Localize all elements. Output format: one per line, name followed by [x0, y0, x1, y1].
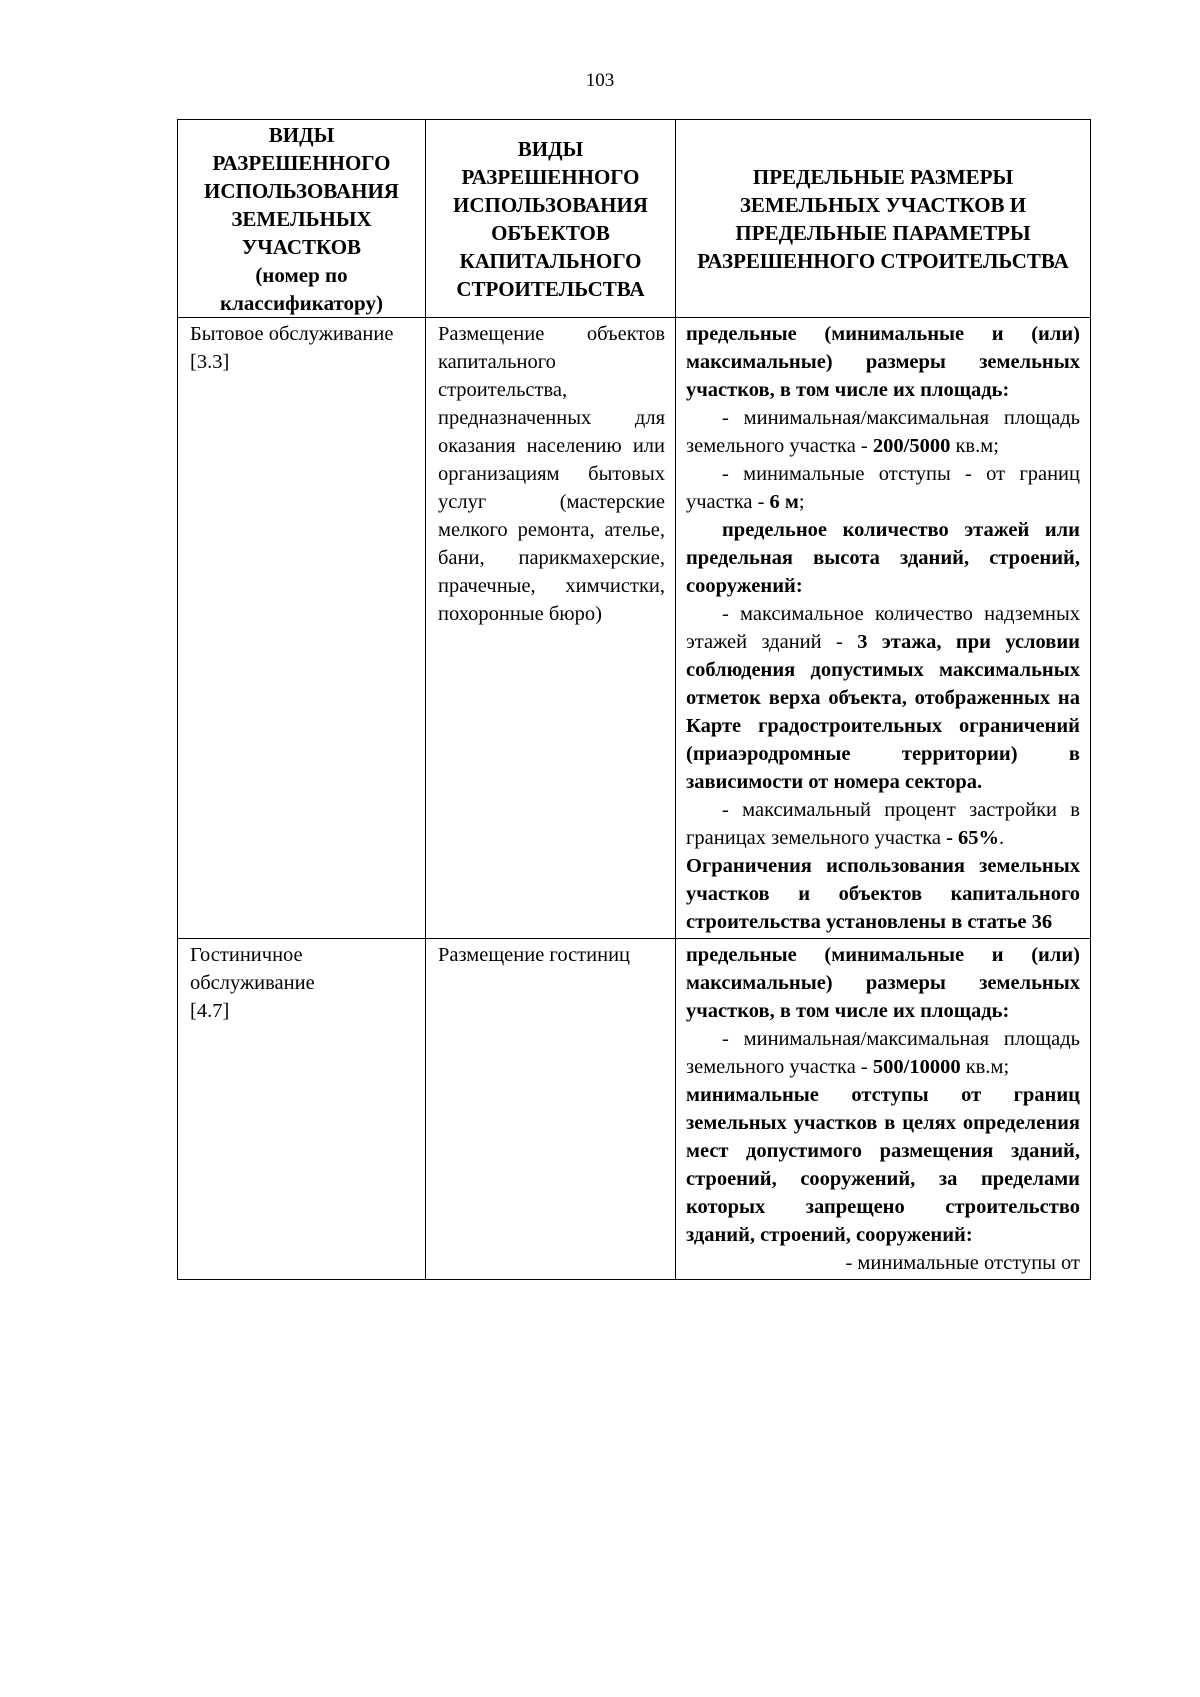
header-capital-construction-types: ВИДЫ РАЗРЕШЕННОГО ИСПОЛЬЗОВАНИЯ ОБЪЕКТОВ КАПИТАЛЬНОГО СТРОИТЕЛЬСТВА [426, 120, 676, 318]
param-size-heading: предельные (минимальные и (или) максимальные) размеры земельных участков, в том числе их площадь: [686, 323, 1080, 401]
zoning-table [177, 119, 1091, 1280]
param-area: - минимальная/максимальная площадь земельного участка - 200/5000 кв.м; [686, 407, 1080, 457]
header-limit-parameters: ПРЕДЕЛЬНЫЕ РАЗМЕРЫ ЗЕМЕЛЬНЫХ УЧАСТКОВ И ПРЕДЕЛЬНЫЕ ПАРАМЕТРЫ РАЗРЕШЕННОГО СТРОИТЕЛЬСТВА [676, 120, 1091, 318]
land-use-cell [178, 318, 426, 939]
classifier-code: [4.7] [190, 1000, 230, 1022]
land-use-cell [178, 939, 426, 1280]
param-setback: - минимальные отступы - от границ участка - 6 м; [686, 463, 1080, 513]
param-restrictions: Ограничения использования земельных участков и объектов капитального строительства установлены в статье 36 [686, 855, 1080, 933]
page-number: 103 [585, 70, 615, 91]
header-col1-subtitle: (номер по классификатору) [220, 262, 383, 315]
parameters-cell [676, 939, 1091, 1280]
parameters-cell [676, 318, 1091, 939]
table-row [178, 939, 1091, 1280]
object-description-cell [426, 318, 676, 939]
header-col1-title: ВИДЫ РАЗРЕШЕННОГО ИСПОЛЬЗОВАНИЯ ЗЕМЕЛЬНЫХ УЧАСТКОВ [204, 122, 399, 259]
param-setback-heading: минимальные отступы от границ земельных участков в целях определения мест допустимого размещения зданий, строений, сооружений, за пределами которых запрещено строительство зданий, строений, сооружений: [686, 1084, 1080, 1246]
param-size-heading: предельные (минимальные и (или) максимальные) размеры земельных участков, в том числе их площадь: [686, 944, 1080, 1022]
param-setback: - минимальные отступы от [845, 1252, 1080, 1274]
param-floors: - максимальное количество надземных этажей зданий - 3 этажа, при условии соблюдения допустимых максимальных отметок верха объекта, отображенных на Карте градостроительных ограничений (приаэродромные территории) в зависимости от номера сектора. [686, 603, 1080, 793]
classifier-code: [3.3] [190, 351, 230, 373]
table-row [178, 318, 1091, 939]
land-use-name: Гостиничное обслуживание [190, 944, 315, 994]
land-use-name: Бытовое обслуживание [190, 323, 394, 345]
param-area: - минимальная/максимальная площадь земельного участка - 500/10000 кв.м; [686, 1028, 1080, 1078]
object-description: Размещение гостиниц [438, 944, 631, 966]
param-floors-heading: предельное количество этажей или предельная высота зданий, строений, сооружений: [686, 519, 1080, 597]
table-header-row [178, 120, 1091, 318]
object-description-cell [426, 939, 676, 1280]
param-coverage: - максимальный процент застройки в границах земельного участка - 65%. [686, 799, 1080, 849]
object-description: Размещение объектов капитального строительства, предназначенных для оказания населению или организациям бытовых услуг (мастерские мелкого ремонта, ателье, бани, парикмахерские, прачечные, химчистки, похоронные бюро) [438, 323, 665, 625]
header-land-use-types [178, 120, 426, 318]
